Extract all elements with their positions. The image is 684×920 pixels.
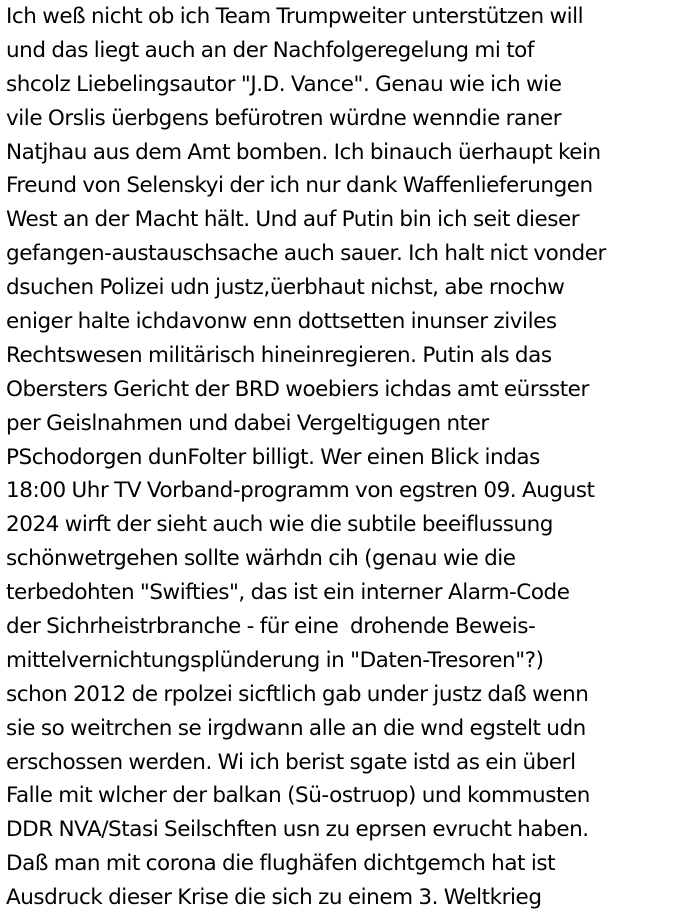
text-line: gefangen-austauschsache auch sauer. Ich halt nict vonder <box>6 241 606 267</box>
text-line: 2024 wirft der sieht auch wie die subtile beeiflussung <box>6 512 553 538</box>
text-line: erschossen werden. Wi ich berist sgate istd as ein überl <box>6 749 576 775</box>
text-line: Daß man mit corona die flughäfen dichtgemch hat ist <box>6 851 556 877</box>
text-line: terbedohten "Swifties", das ist ein interner Alarm-Code <box>6 580 570 606</box>
text-line: Natjhau aus dem Amt bomben. Ich binauch üerhaupt kein <box>6 139 601 165</box>
text-line: und das liegt auch an der Nachfolgeregelung mi tof <box>6 37 535 63</box>
text-line: Ich weß nicht ob ich Team Trumpweiter unterstützen will <box>6 4 584 29</box>
text-line: schönwetrgehen sollte wärhdn cih (genau wie die <box>6 546 516 572</box>
text-line: vile Orslis üerbgens befürotren würdne wenndie raner <box>6 105 562 131</box>
text-line: der Sichrheistrbranche - für eine drohende Beweis- <box>6 614 536 640</box>
text-line: Ausdruck dieser Krise die sich zu einem 3. Weltkrieg <box>6 885 542 911</box>
document-body <box>6 0 684 920</box>
text-line: schon 2012 de rpolzei sicftlich gab under justz daß wenn <box>6 681 589 707</box>
text-line: shcolz Liebelingsautor "J.D. Vance". Genau wie ich wie <box>6 71 562 97</box>
text-line: Rechtswesen militärisch hineinregieren. Putin als das <box>6 342 552 368</box>
text-line: mittelvernichtungsplünderung in "Daten-Tresoren"?) <box>6 647 544 673</box>
text-line: per Geislnahmen und dabei Vergeltigugen nter <box>6 410 489 436</box>
text-line: Freund von Selenskyi der ich nur dank Waffenlieferungen <box>6 173 593 199</box>
text-line: PSchodorgen dunFolter billigt. Wer einen Blick indas <box>6 444 540 470</box>
text-line: Falle mit wlcher der balkan (Sü-ostruop) und kommusten <box>6 783 590 809</box>
text-line: sie so weitrchen se irgdwann alle an die wnd egstelt udn <box>6 715 586 741</box>
text-line: 18:00 Uhr TV Vorband-programm von egstren 09. August <box>6 478 595 504</box>
text-line: eniger halte ichdavonw enn dottsetten inunser ziviles <box>6 309 557 335</box>
text-line: DDR NVA/Stasi Seilschften usn zu eprsen evrucht haben. <box>6 817 589 843</box>
text-line: Obersters Gericht der BRD woebiers ichdas amt eürsster <box>6 376 589 402</box>
text-line: West an der Macht hält. Und auf Putin bin ich seit dieser <box>6 207 580 233</box>
text-line: dsuchen Polizei udn justz,üerbhaut nichst, abe rnochw <box>6 275 565 301</box>
